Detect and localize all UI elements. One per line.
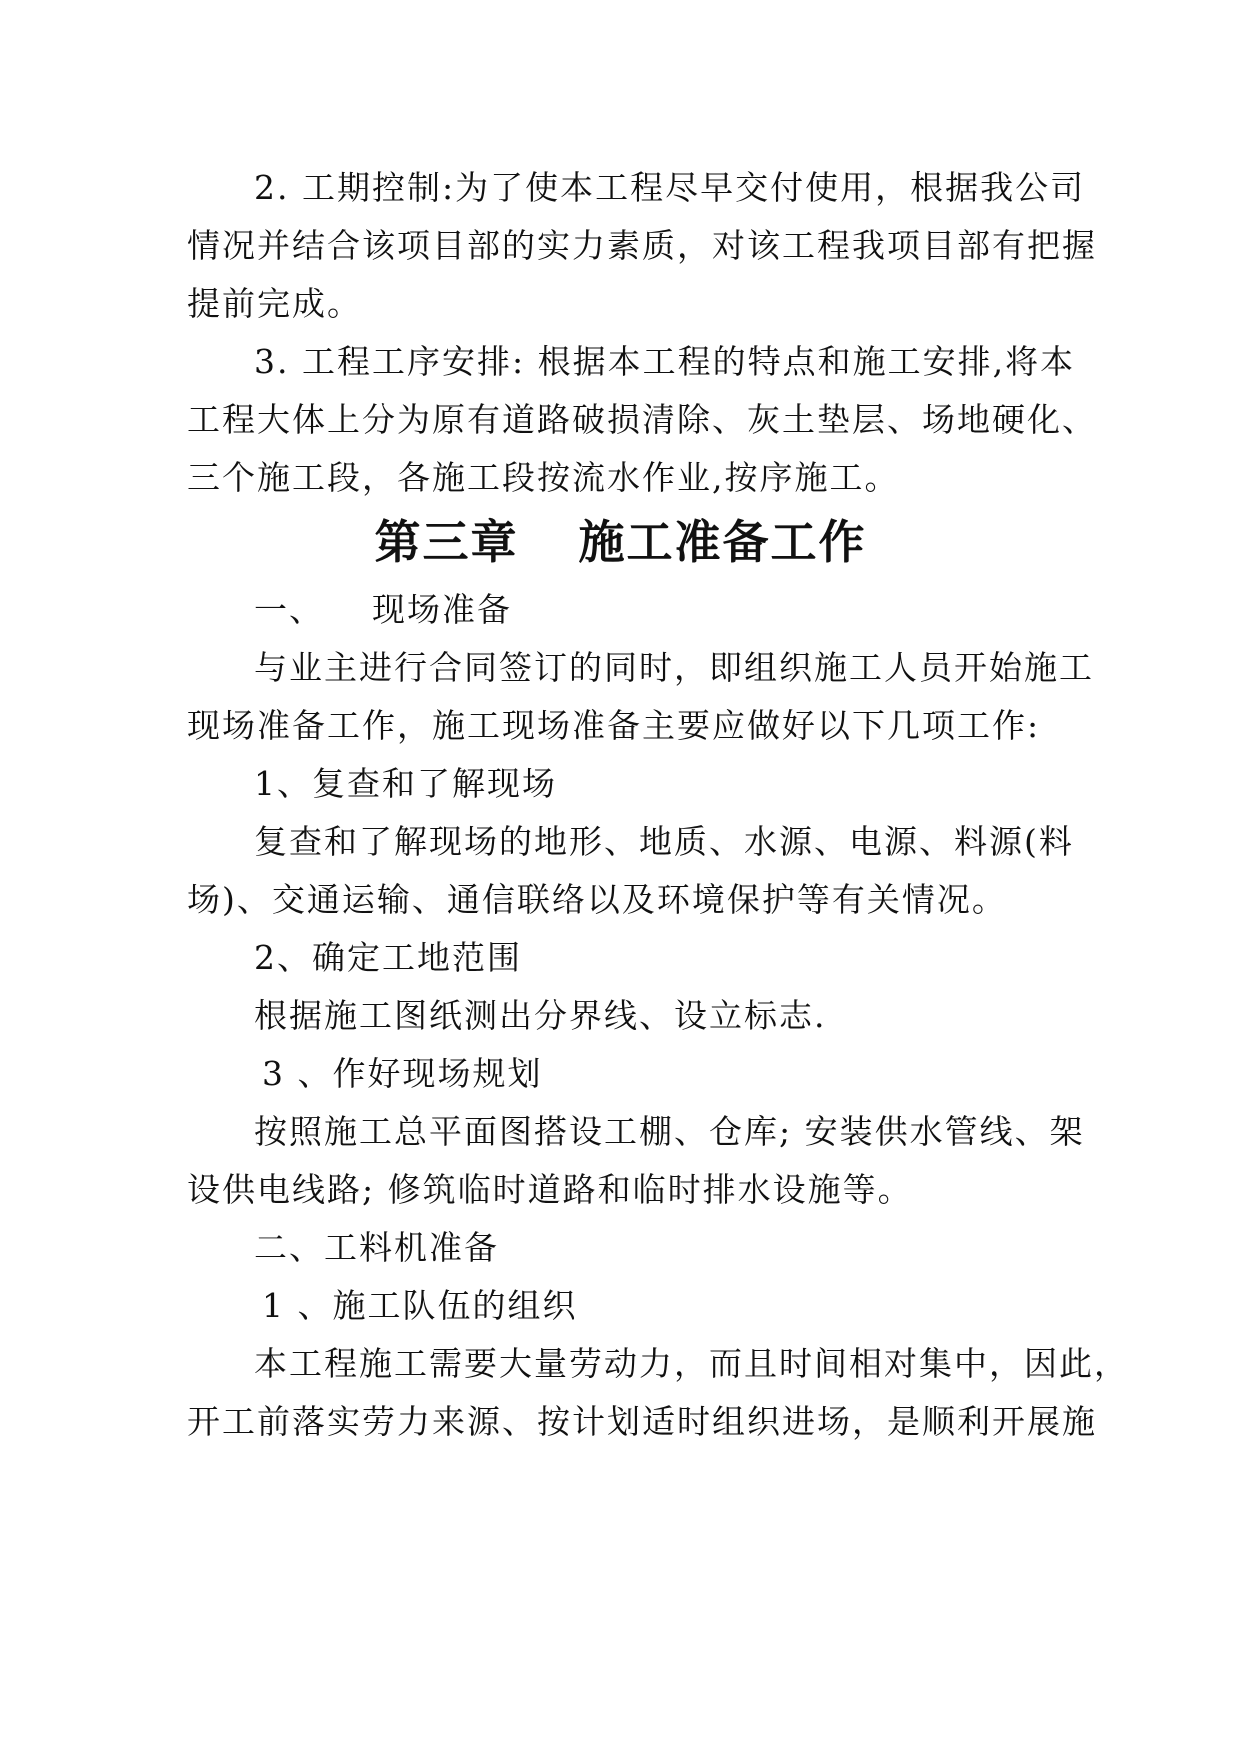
paragraph-line: 场)、交通运输、通信联络以及环境保护等有关情况。 — [187, 880, 1007, 919]
subsection-heading: 3 、作好现场规划 — [262, 1054, 543, 1093]
subsection-heading: 1、复查和了解现场 — [254, 764, 557, 803]
subsection-heading: 2、确定工地范围 — [254, 938, 522, 977]
section-heading: 二、工料机准备 — [254, 1228, 499, 1267]
paragraph-line: 设供电线路; 修筑临时道路和临时排水设施等。 — [187, 1170, 913, 1209]
paragraph-line: 现场准备工作，施工现场准备主要应做好以下几项工作: — [187, 706, 1041, 745]
chapter-heading — [0, 514, 1241, 570]
paragraph-line: 根据施工图纸测出分界线、设立标志. — [254, 996, 827, 1035]
section-title: 现场准备 — [372, 590, 512, 629]
paragraph-line: 复查和了解现场的地形、地质、水源、电源、料源(料 — [254, 822, 1074, 861]
paragraph-line: 情况并结合该项目部的实力素质，对该工程我项目部有把握 — [187, 226, 1097, 265]
paragraph-line: 工程大体上分为原有道路破损清除、灰土垫层、场地硬化、 — [187, 400, 1097, 439]
chapter-title: 施工准备工作 — [578, 515, 867, 569]
paragraph-line: 三个施工段，各施工段按流水作业,按序施工。 — [187, 458, 900, 497]
paragraph-line: 按照施工总平面图搭设工棚、仓库; 安装供水管线、架 — [254, 1112, 1085, 1151]
subsection-heading: 1 、施工队伍的组织 — [262, 1286, 578, 1325]
paragraph-line: 开工前落实劳力来源、按计划适时组织进场，是顺利开展施 — [187, 1402, 1097, 1441]
section-number: 一、 — [254, 590, 324, 629]
paragraph-line: 2. 工期控制:为了使本工程尽早交付使用，根据我公司 — [254, 168, 1086, 207]
paragraph-line: 提前完成。 — [187, 284, 362, 323]
chapter-number: 第三章 — [374, 515, 519, 569]
section-heading — [254, 590, 1124, 630]
paragraph-line: 3. 工程工序安排: 根据本工程的特点和施工安排,将本 — [254, 342, 1076, 381]
paragraph-line: 与业主进行合同签订的同时，即组织施工人员开始施工 — [254, 648, 1094, 687]
paragraph-line: 本工程施工需要大量劳动力，而且时间相对集中，因此， — [254, 1344, 1129, 1383]
